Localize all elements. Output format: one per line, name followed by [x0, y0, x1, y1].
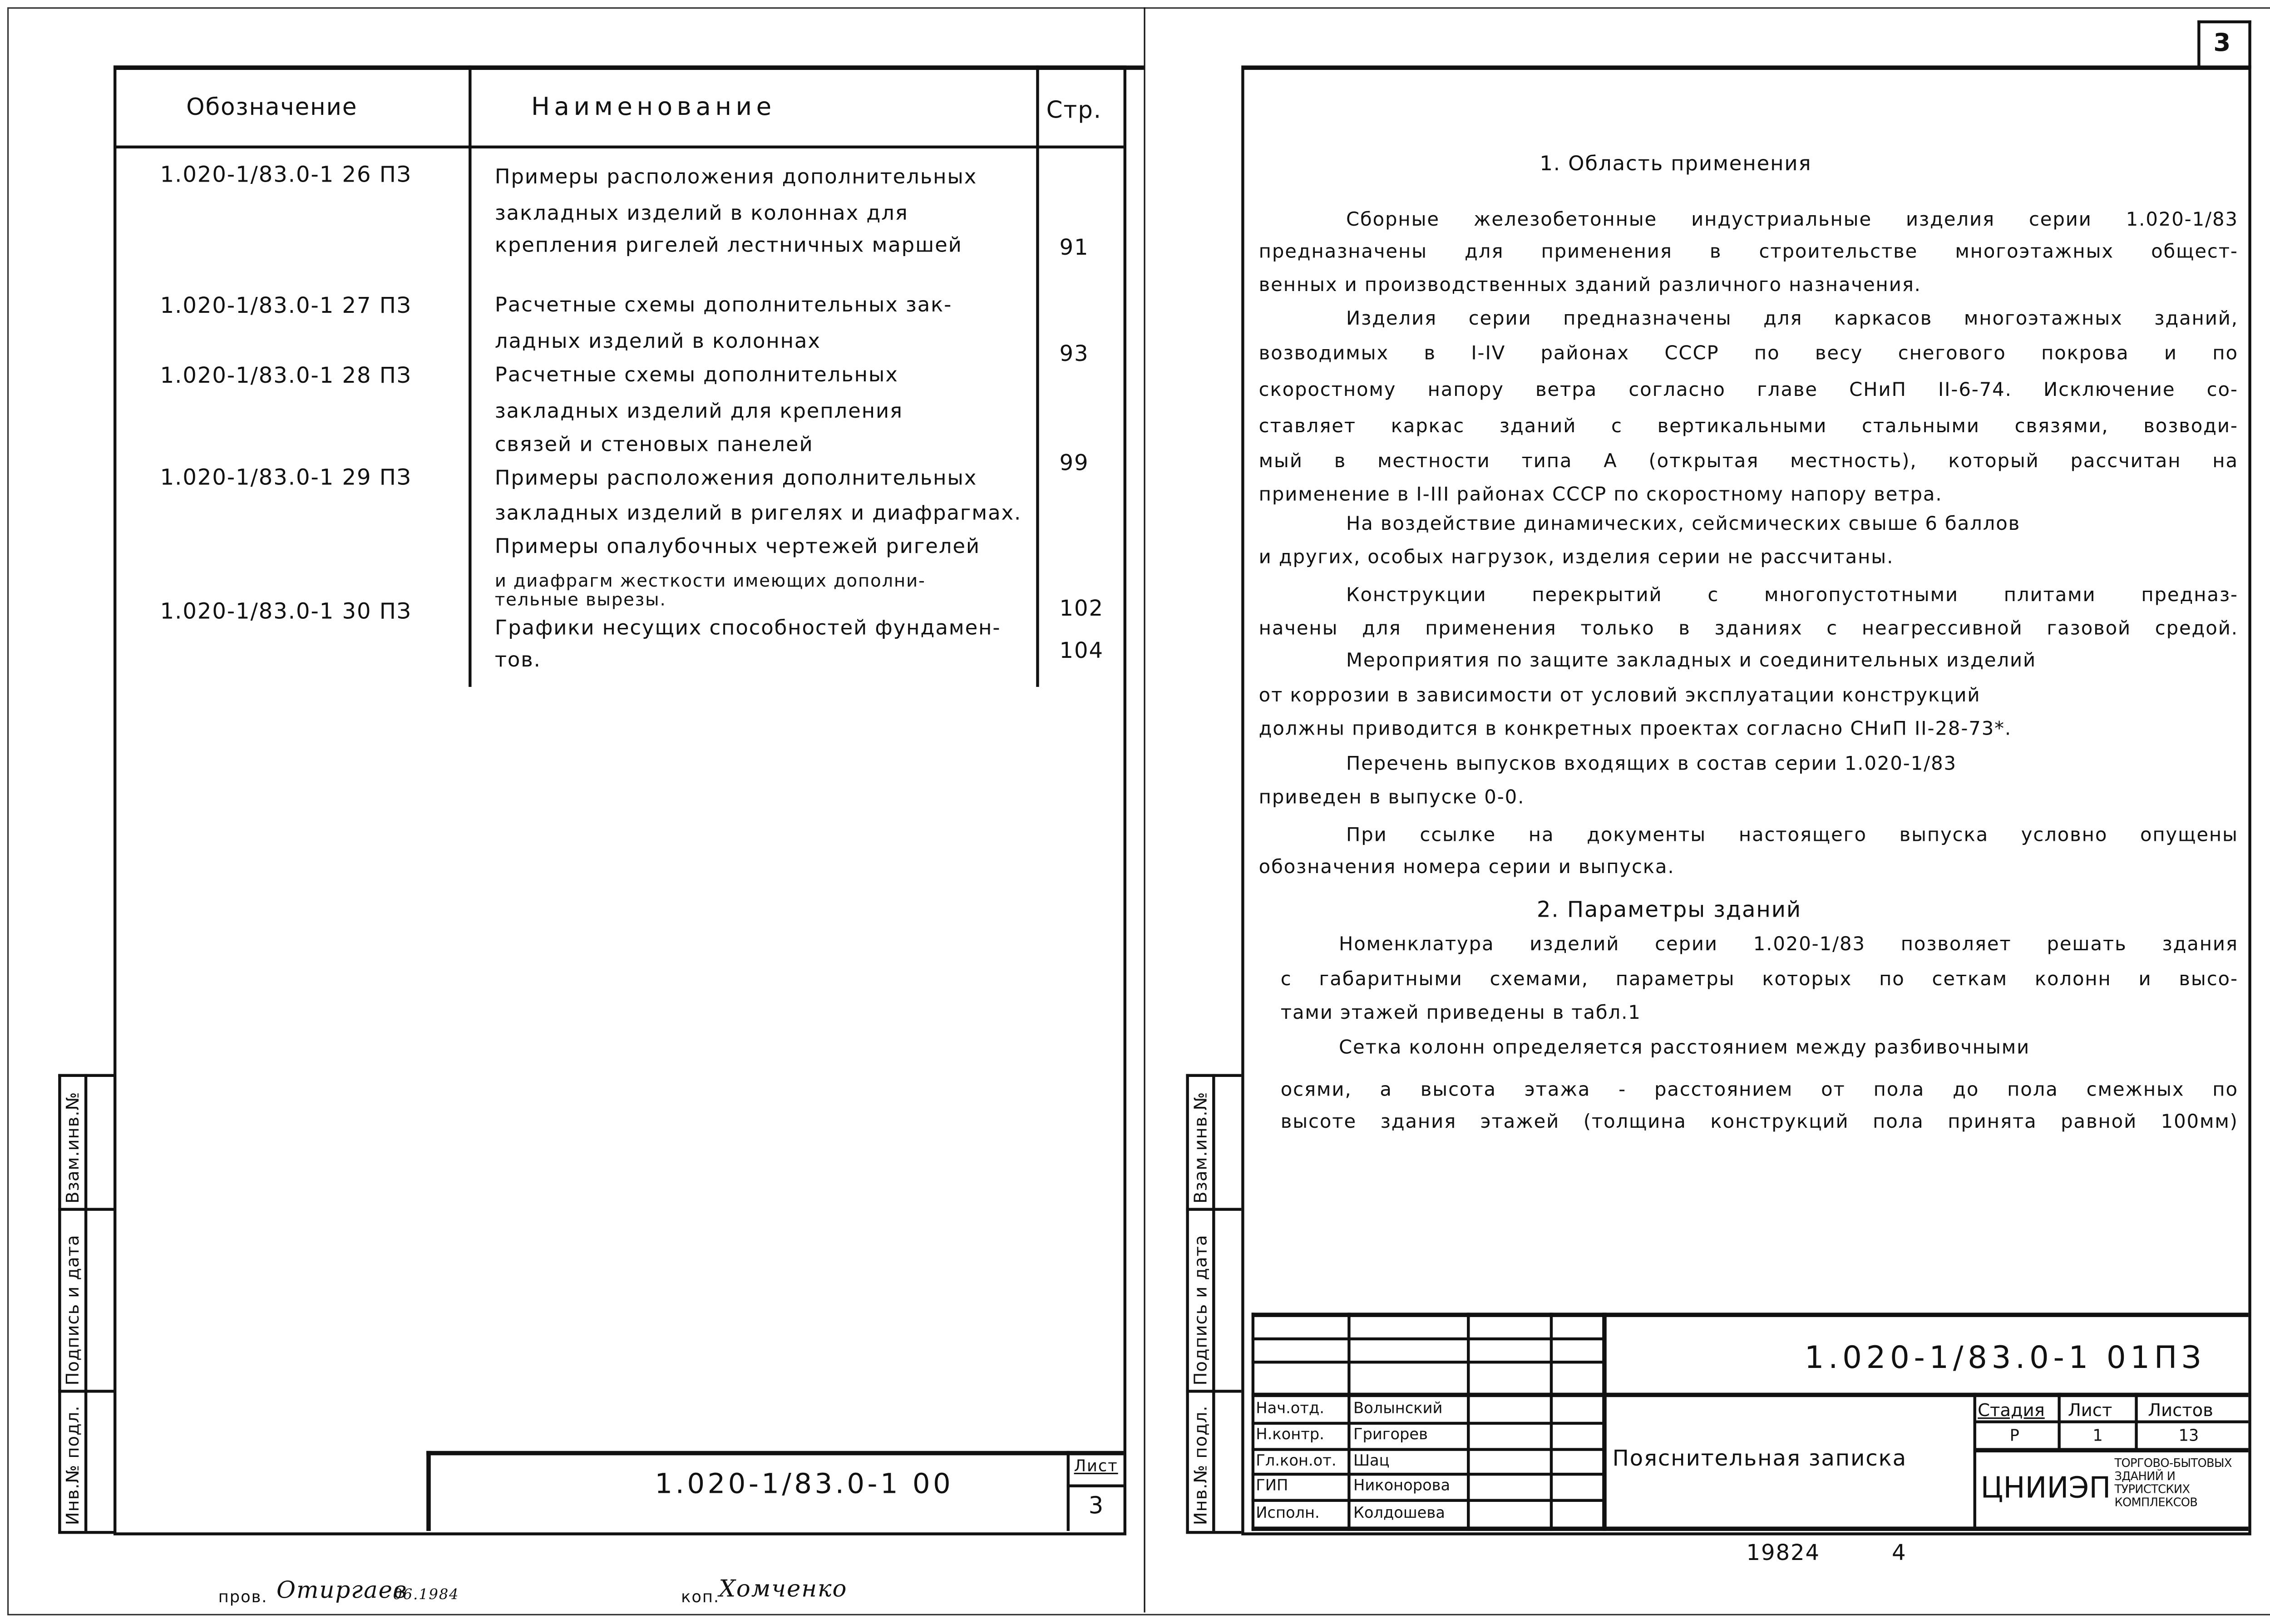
body-line: Изделия серии предназначены для каркасов многоэтажных зданий,	[1346, 308, 2238, 331]
copied-signature: Хомченко	[719, 1575, 848, 1603]
sheet-label: Лист	[2068, 1400, 2112, 1421]
body-line: Сборные железобетонные индустриальные изделия серии 1.020-1/83	[1346, 209, 2238, 232]
body-line: Сетка колонн определяется расстоянием между разбивочными	[1338, 1037, 2030, 1060]
checked-signature: Отиргаев	[276, 1576, 408, 1604]
row-page: 91	[1059, 234, 1089, 261]
row-page: 99	[1059, 449, 1089, 476]
organization-subtitle: ТОРГОВО-БЫТОВЫХ ЗДАНИЙ И ТУРИСТСКИХ КОМПЛЕКСОВ	[2114, 1456, 2232, 1509]
stage-label: Стадия	[1978, 1400, 2045, 1421]
left-stamp-sheet-number: 3	[1088, 1491, 1105, 1520]
sheet-divider	[1144, 7, 1145, 1613]
body-line: скоростному напору ветра согласно главе СНиП II-6-74. Исключение со-	[1258, 380, 2238, 402]
body-line: мый в местности типа А (открытая местность), который рассчитан на	[1258, 451, 2238, 473]
body-line: от коррозии в зависимости от условий эксплуатации конструкций	[1258, 685, 1981, 707]
checked-label: пров.	[218, 1588, 268, 1607]
role-label: Гл.кон.от.	[1256, 1452, 1337, 1470]
side-sign-label: Подпись и дата	[62, 1234, 83, 1386]
body-line: предназначены для применения в строительстве многоэтажных общест-	[1258, 242, 2238, 264]
row-page: 102	[1059, 595, 1104, 622]
left-stamp-code: 1.020-1/83.0-1 00	[655, 1468, 954, 1501]
row-designation: 1.020-1/83.0-1 30 ПЗ	[160, 598, 412, 625]
left-sheet-frame	[114, 65, 1126, 1535]
body-line: Конструкции перекрытий с многопустотными плитами предназ-	[1346, 585, 2238, 607]
row-name-line: Расчетные схемы дополнительных зак-	[494, 294, 952, 317]
sheets-label: Листов	[2148, 1400, 2213, 1421]
body-line: При ссылке на документы настоящего выпуска условно опущены	[1346, 825, 2238, 847]
role-name: Колдошева	[1353, 1505, 1445, 1522]
role-label: ГИП	[1256, 1477, 1288, 1495]
sheets-value: 13	[2178, 1426, 2199, 1445]
copied-label: коп.	[681, 1588, 720, 1607]
section1-title: 1. Область применения	[1540, 153, 1812, 176]
role-label: Н.контр.	[1256, 1426, 1324, 1444]
header-page: Стр.	[1046, 96, 1102, 124]
row-name-line: тельные вырезы.	[494, 589, 666, 610]
document-title: Пояснительная записка	[1612, 1445, 1907, 1471]
body-line: Мероприятия по защите закладных и соединительных изделий	[1346, 650, 2037, 672]
side-inv-label: Инв.№ подл.	[1190, 1405, 1211, 1525]
row-name-line: Графики несущих способностей фундамен-	[494, 617, 1001, 641]
archive-index: 4	[1892, 1540, 1907, 1566]
body-line: Номенклатура изделий серии 1.020-1/83 позволяет решать здания	[1338, 934, 2238, 956]
side-replace-label: Взам.инв.№	[62, 1091, 83, 1204]
body-line: Перечень выпусков входящих в состав серии 1.020-1/83	[1346, 754, 1957, 776]
row-name-line: тов.	[494, 649, 541, 672]
row-name-line: связей и стеновых панелей	[494, 434, 814, 457]
body-line: осями, а высота этажа - расстоянием от пола до пола смежных по	[1280, 1080, 2238, 1102]
body-line: ставляет каркас зданий с вертикальными стальными связями, возводи-	[1258, 416, 2238, 438]
row-designation: 1.020-1/83.0-1 28 ПЗ	[160, 362, 412, 389]
checked-date: 06.1984	[393, 1588, 459, 1604]
row-page: 104	[1059, 637, 1104, 664]
left-stamp-sheet-label: Лист	[1074, 1456, 1118, 1476]
row-name-line: Примеры расположения дополнительных	[494, 166, 977, 189]
row-name-line: Расчетные схемы дополнительных	[494, 364, 898, 387]
stage-value: Р	[2009, 1426, 2019, 1445]
row-name-line: крепления ригелей лестничных маршей	[494, 234, 962, 258]
row-name-line: закладных изделий в ригелях и диафрагмах.	[494, 502, 1022, 526]
body-line: На воздействие динамических, сейсмических свыше 6 баллов	[1346, 513, 2021, 536]
side-replace-label: Взам.инв.№	[1190, 1091, 1211, 1204]
row-name-line: и диафрагм жесткости имеющих дополни-	[494, 570, 926, 591]
role-name: Никонорова	[1353, 1477, 1451, 1495]
row-name-line: закладных изделий для крепления	[494, 400, 903, 424]
row-name-line: Примеры расположения дополнительных	[494, 467, 977, 491]
header-name: Наименование	[531, 93, 776, 123]
role-label: Нач.отд.	[1256, 1400, 1324, 1418]
header-designation: Обозначение	[186, 93, 358, 121]
section2-title: 2. Параметры зданий	[1536, 896, 1802, 923]
role-name: Волынский	[1353, 1400, 1443, 1418]
side-inv-label: Инв.№ подл.	[62, 1405, 83, 1525]
row-name-line: закладных изделий в колоннах для	[494, 202, 908, 226]
body-line: тами этажей приведены в табл.1	[1280, 1002, 1641, 1025]
body-line: приведен в выпуске 0-0.	[1258, 787, 1525, 810]
title-block-code: 1.020-1/83.0-1 01ПЗ	[1804, 1340, 2206, 1376]
row-name-line: ладных изделий в колоннах	[494, 330, 821, 354]
row-designation: 1.020-1/83.0-1 26 ПЗ	[160, 161, 412, 188]
row-name-line: Примеры опалубочных чертежей ригелей	[494, 535, 981, 559]
role-name: Григорев	[1353, 1426, 1428, 1444]
row-designation: 1.020-1/83.0-1 27 ПЗ	[160, 292, 412, 319]
sheet-value: 1	[2092, 1426, 2103, 1445]
body-line: венных и производственных зданий различного назначения.	[1258, 275, 1921, 297]
body-line: с габаритными схемами, параметры которых по сеткам колонн и высо-	[1280, 969, 2238, 991]
side-sign-label: Подпись и дата	[1190, 1234, 1211, 1386]
row-designation: 1.020-1/83.0-1 29 ПЗ	[160, 464, 412, 491]
archive-number: 19824	[1746, 1540, 1821, 1566]
organization: ЦНИИЭП	[1980, 1470, 2111, 1505]
right-sheet-number: 3	[2213, 29, 2232, 59]
role-label: Исполн.	[1256, 1505, 1320, 1522]
body-line: должны приводится в конкретных проектах согласно СНиП II-28-73*.	[1258, 719, 2012, 741]
body-line: начены для применения только в зданиях с неагрессивной газовой средой.	[1258, 618, 2238, 641]
body-line: применение в I-III районах СССР по скоростному напору ветра.	[1258, 484, 1943, 507]
row-page: 93	[1059, 341, 1089, 367]
body-line: возводимых в I-IV районах СССР по весу снегового покрова и по	[1258, 343, 2238, 365]
role-name: Шац	[1353, 1452, 1390, 1470]
body-line: и других, особых нагрузок, изделия серии не рассчитаны.	[1258, 547, 1894, 569]
header-divider	[114, 146, 1124, 148]
body-line: обозначения номера серии и выпуска.	[1258, 857, 1675, 879]
body-line: высоте здания этажей (толщина конструкций пола принята равной 100мм)	[1280, 1111, 2238, 1134]
